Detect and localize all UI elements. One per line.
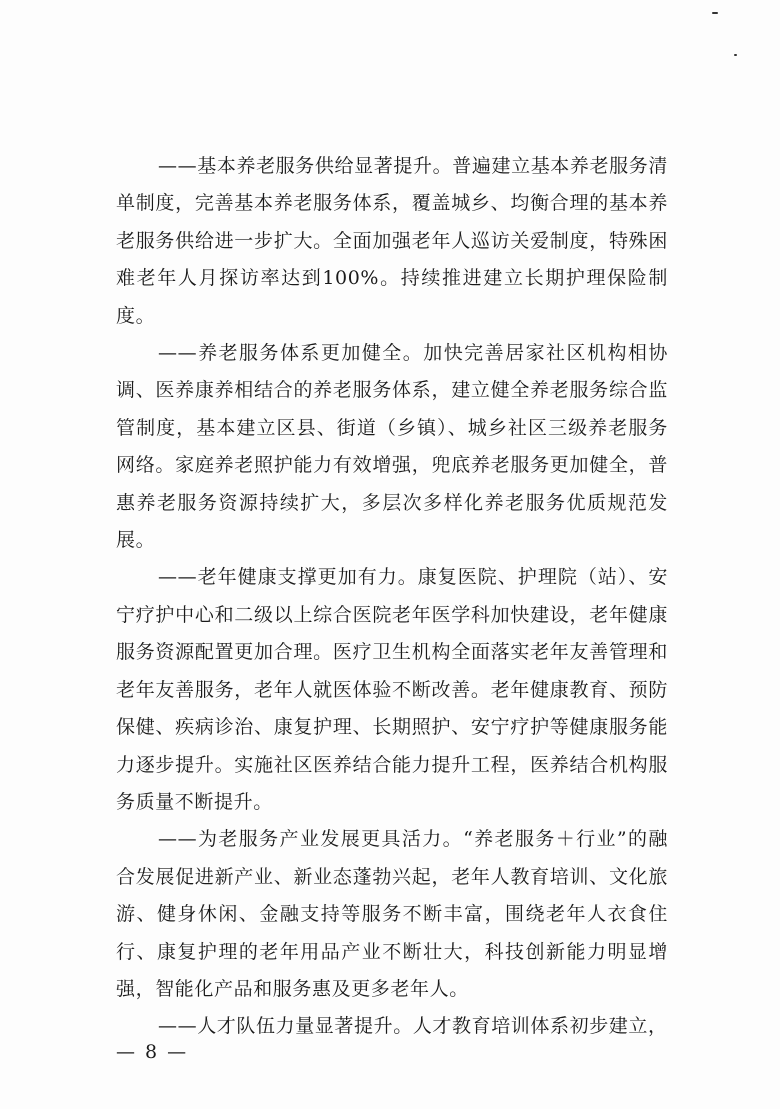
page-number: — 8 — — [116, 1041, 189, 1063]
paragraph-talent-team: ——人才队伍力量显著提升。人才教育培训体系初步建立， — [158, 1015, 668, 1038]
paragraph-elderly-care-system: ——养老服务体系更加健全。加快完善居家社区机构相协调、医养康养相结合的养老服务体系，建立健全养老服务综合监管制度，基本建立区县、街道（乡镇）、城乡社区三级养老服务网络。家庭养老照护能力有效增强，兜底养老服务更加健全，普惠养老服务资源持续扩大，多层次多样化养老服务优质规范发展。 — [116, 342, 668, 552]
paragraph-elderly-industry-vitality: ——为老服务产业发展更具活力。“养老服务＋行业”的融合发展促进新产业、新业态蓬勃兴起，老年人教育培训、文化旅游、健身休闲、金融支持等服务不断丰富，围绕老年人衣食住行、康复护理的老年用品产业不断壮大，科技创新能力明显增强，智能化产品和服务惠及更多老年人。 — [116, 828, 668, 1000]
paragraph-elderly-health-support: ——老年健康支撑更加有力。康复医院、护理院（站）、安宁疗护中心和二级以上综合医院老年医学科加快建设，老年健康服务资源配置更加合理。医疗卫生机构全面落实老年友善管理和老年友善服务，老年人就医体验不断改善。老年健康教育、预防保健、疾病诊治、康复护理、长期照护、安宁疗护等健康服务能力逐步提升。实施社区医养结合能力提升工程，医养结合机构服务质量不断提升。 — [116, 566, 668, 813]
scan-mark — [734, 54, 737, 56]
scan-mark — [712, 12, 718, 14]
document-body — [116, 148, 668, 1046]
paragraph-basic-elderly-care-supply: ——基本养老服务供给显著提升。普遍建立基本养老服务清单制度，完善基本养老服务体系，覆盖城乡、均衡合理的基本养老服务供给进一步扩大。全面加强老年人巡访关爱制度，特殊困难老年人月探访率达到100%。持续推进建立长期护理保险制度。 — [116, 155, 668, 327]
